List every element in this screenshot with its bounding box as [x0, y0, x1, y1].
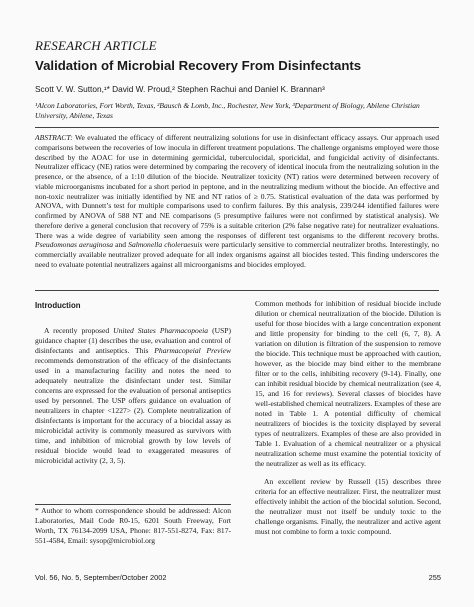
intro-text-a: A recently proposed — [44, 326, 114, 335]
affiliations: ¹Alcon Laboratories, Fort Worth, Texas, ²Bausch & Lomb, Inc., Rochester, New York, ³Department of Biology, Abilene Christian University, Abilene, Texas — [35, 101, 420, 120]
abstract — [35, 133, 439, 270]
intro-text-c: recommends demonstration of the efficacy of the disinfectants used in a manufacturing facility and notes the need to adequately neutralize the disinfectant under test. Similar concerns are expressed for the evaluation of personal antiseptics used by personnel. The USP offers guidance on evaluation of neutralizers in chapter <1227> (2). Complete neutralization of disinfectants is important for the accuracy of a biocidal assay as microbicidal activity is commonly measured as survivors with time, and inhibition of microbial growth by low levels of residual biocide would lead to exaggerated measures of microbicidal activity (2, 3, 5). — [35, 356, 231, 465]
page-number: 255 — [428, 573, 441, 582]
abstract-and: and — [113, 240, 129, 250]
abstract-organism-2: Salmonella choleraesuis — [128, 240, 203, 250]
abstract-top-rule — [35, 127, 439, 128]
introduction-heading: Introduction — [35, 301, 81, 310]
journal-issue: Vol. 56, No. 5, September/October 2002 — [35, 573, 167, 582]
abstract-label: ABSTRACT: — [35, 133, 73, 142]
introduction-paragraph — [35, 326, 231, 466]
correspondence-footnote: * Author to whom correspondence should be addressed: Alcon Laboratories, Mail Code R0-15, 6201 South Freeway, Fort Worth, TX 76134-2099 USA, Phone: 817-551-8274, Fax: 817-551-4584, Email: sysop@microbiol.org — [35, 506, 231, 545]
abstract-text: We evaluated the efficacy of different neutralizing solutions for use in disinfectant efficacy assays. Our approach used comparisons between the recoveries of low inocula in different treatment populations. The challenge organisms employed were those described by the AOAC for use in determining germicidal, tuberculocidal, sporicidal, and fungicidal activity of disinfectants. Neutralizer efficacy (NE) ratios were determined by comparing the recovery of identical inocula from the neutralizing solution in the presence, or the absence, of a 1:10 dilution of the biocide. Neutralizer toxicity (NT) ratios were determined between recovery of viable microorganisms incubated for a short period in peptone, and in the neutralizing medium without the biocide. An effective and non-toxic neutralizer was initially identified by NE and NT ratios of ≥ 0.75. Statistical evaluation of the data was performed by ANOVA, with Dunnett’s test for multiple comparisons used to confirm failures. By this analysis, 239/244 identified failures were confirmed by ANOVA of 588 NT and NE comparisons (5 presumptive failures were not confirmed by statistical analysis). We therefore derive a general conclusion that recovery of 75% is a suitable criterion (2% false negative rate) for neutralizer evaluations. There was a wide degree of variability seen among the responses of different test organisms to the different recovery broths. — [35, 133, 439, 240]
abstract-organism-1: Pseudomonas aeruginosa — [35, 240, 114, 250]
left-column — [35, 301, 231, 466]
right-column — [255, 299, 441, 537]
intro-preview-title: Pharmacopeial Preview — [154, 346, 231, 355]
abstract-bottom-rule — [35, 290, 439, 291]
article-title: Validation of Microbial Recovery From Disinfectants — [35, 58, 362, 73]
author-list: Scott V. W. Sutton,¹* David W. Proud,² Stephen Rachui and Daniel K. Brannan³ — [35, 84, 325, 94]
abstract-text-end: were particularly sensitive to commercial neutralizer broths. Interestingly, no commercially available neutralizer proved adequate for all index organisms against all biocides tested. This finding underscores the need to evaluate potential neutralizers against all microorganisms and biocides employed. — [35, 240, 439, 269]
intro-text-b: (USP) guidance chapter (1) describes the use, evaluation and control of disinfectants and antiseptics. This — [35, 326, 231, 355]
intro-usp-title: United States Pharmacopoeia — [113, 326, 209, 335]
right-paragraph-1: Common methods for inhibition of residual biocide include dilution or chemical neutralization of the biocide. Dilution is useful for those biocides with a large concentration exponent and little propensity for binding to the cell (6, 7, 8). A variation on dilution is filtration of the suspension to remove the biocide. This technique must be approached with caution, however, as the biocide may bind either to the membrane filter or to the cells, inhibiting recovery (9-14). Finally, one can inhibit residual biocide by chemical neutralization (see 4, 15, and 16 for reviews). Several classes of biocides have well-established chemical neutralizers. Examples of these are noted in Table 1. A potential difficulty of chemical neutralizers of biocides is the toxicity displayed by several types of neutralizers. Examples of these are also provided in Table 1. Evaluation of a chemical neutralizer or a physical neutralization scheme must examine the potential toxicity of the neutralizer as well as its efficacy. — [255, 299, 441, 468]
right-paragraph-2: An excellent review by Russell (15) describes three criteria for an effective neutralizer. First, the neutralizer must effectively inhibit the action of the biocidal solution. Second, the neutralizer must not itself be unduly toxic to the challenge organisms. Finally, the neutralizer and active agent must not combine to form a toxic compound. — [255, 477, 441, 536]
section-label: RESEARCH ARTICLE — [35, 38, 157, 53]
footnote-rule — [35, 504, 231, 505]
